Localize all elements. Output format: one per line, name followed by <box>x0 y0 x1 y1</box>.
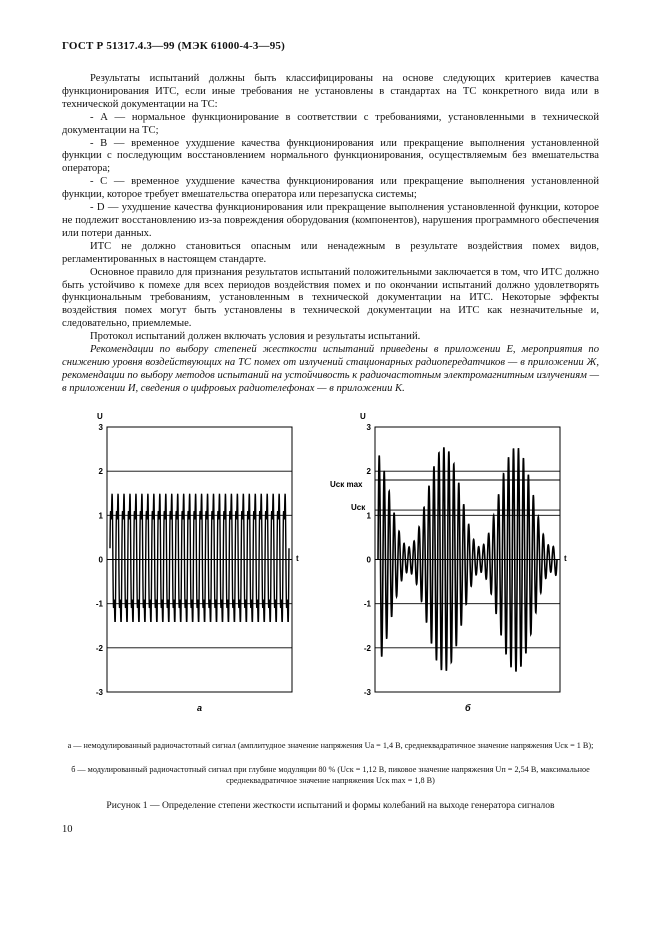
paragraph: - А — нормальное функционирование в соответствии с требованиями, установленными в технической документации на ТС; <box>62 111 599 136</box>
tick-label: -2 <box>363 643 371 653</box>
paragraph: Основное правило для признания результатов испытаний положительными заключается в том, что ИТС должно быть устойчиво к помехе для всех периодов воздействия помех и по окончании испытаний должно удовлетворять функциональным требованиям, установленным в технической документации на ИТС. Некоторые эффекты воздействия помех могут быть установлены в технической документации на ИТС как незначительные и, следовательно, приемлемые. <box>62 266 599 330</box>
tick-label: -1 <box>363 599 371 609</box>
panel-b-chart <box>330 412 567 713</box>
panel-a-x-label: t <box>296 554 299 563</box>
tick-label: 2 <box>366 467 371 477</box>
recommendation-paragraph: Рекомендации по выбору степеней жесткости испытаний приведены в приложении Е, мероприятия по снижению уровня воздействующих на ТС помех от излучений стационарных радиопередатчиков — в приложении Ж, рекомендации по выбору методов испытаний на устойчивость к радиочастотным электромагнитным излучениям — в приложении И, сведения о цифровых радиотелефонах — в приложении К. <box>62 344 599 394</box>
document-header: ГОСТ Р 51317.4.3—99 (МЭК 61000-4-3—95) <box>62 40 285 52</box>
paragraph: Протокол испытаний должен включать условия и результаты испытаний. <box>90 331 421 343</box>
tick-label: 0 <box>98 555 103 565</box>
tick-label: 1 <box>366 511 371 521</box>
tick-label: 3 <box>98 423 103 432</box>
panel-a-waveform <box>110 494 289 622</box>
panel-b-urms-label: Uск <box>351 503 366 512</box>
figure-caption: Рисунок 1 — Определение степени жесткости испытаний и формы колебаний на выходе генератора сигналов <box>106 800 555 811</box>
panel-a-y-label: U <box>97 412 103 421</box>
tick-label: 0 <box>366 555 371 565</box>
tick-label: 1 <box>98 511 103 521</box>
caption-a: а — немодулированный радиочастотный сигнал (амплитудное значение напряжения Uа = 1,4 В, среднеквадратичное значение напряжения Uск = 1 В); <box>67 741 594 750</box>
panel-a-chart <box>96 412 299 713</box>
paragraph: Результаты испытаний должны быть классифицированы на основе следующих критериев качества функционирования ИТС, если иные требования не установлены в стандартах на ТС конкретного вида или в технической документации на ТС: <box>62 73 599 110</box>
caption-b: б — модулированный радиочастотный сигнал при глубине модуляции 80 % (Uск = 1,12 В, пиковое значение напряжения Uп = 2,54 В, максимальное среднеквадратичное значение напряжения Uск max = 1,8 В) <box>71 765 590 785</box>
panel-a-label: а <box>197 703 203 713</box>
tick-label: 2 <box>98 467 103 477</box>
paragraph: - С — временное ухудшение качества функционирования или прекращение выполнения установленной функции, которое требует вмешательства оператора или перезапуска системы; <box>62 176 599 201</box>
tick-label: -3 <box>363 688 371 697</box>
panel-b-x-label: t <box>564 554 567 563</box>
body-text <box>62 73 599 396</box>
page-number: 10 <box>62 824 73 835</box>
panel-a-ticks <box>96 423 104 697</box>
panel-b-y-label: U <box>360 412 366 421</box>
tick-label: 3 <box>366 423 371 432</box>
panel-b-umax-label: Uск max <box>330 480 363 489</box>
figure-1 <box>62 405 599 720</box>
panel-b-ticks <box>364 423 372 697</box>
panel-b-label: б <box>465 703 471 713</box>
waveform-figure <box>62 405 599 720</box>
paragraph: - D — ухудшение качества функционирования или прекращение выполнения установленной функции, которое не подлежит восстановлению из-за повреждения оборудования (компонентов), нарушения программного обеспечения или потери данных. <box>62 202 599 239</box>
tick-label: -3 <box>95 688 103 697</box>
tick-label: -1 <box>95 599 103 609</box>
tick-label: -2 <box>95 643 103 653</box>
paragraph: ИТС не должно становиться опасным или ненадежным в результате воздействия помех видов, регламентированных в настоящем стандарте. <box>62 240 599 265</box>
panel-b-waveform <box>378 447 557 671</box>
paragraph: - В — временное ухудшение качества функционирования или прекращение выполнения установленной функции с последующим восстановлением нормального функционирования, осуществляемым без вмешательства оператора; <box>62 137 599 175</box>
